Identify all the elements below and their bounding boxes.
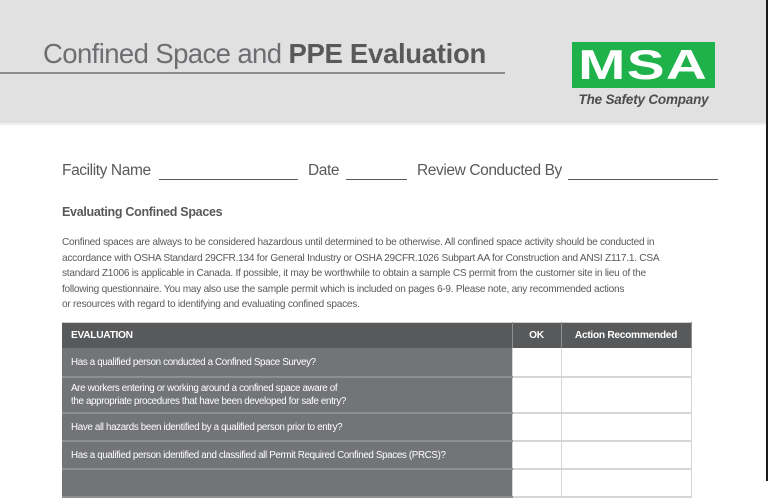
facility-name-label: Facility Name [62, 162, 151, 179]
evaluation-table [62, 322, 692, 498]
action-cell[interactable] [561, 377, 691, 413]
ok-cell[interactable] [512, 469, 561, 497]
header-ok: OK [512, 323, 561, 349]
question-cell [62, 348, 512, 377]
question-text: Are workers entering or working around a confined space aware of [71, 383, 338, 394]
question-text: Have all hazards been identified by a qualified person prior to entry? [71, 421, 343, 433]
action-cell[interactable] [561, 441, 691, 469]
date-field[interactable] [346, 179, 407, 180]
action-cell[interactable] [561, 348, 691, 377]
date-label: Date [308, 162, 340, 179]
title-bold: PPE Evaluation [288, 38, 486, 69]
intro-line: standard Z1006 is applicable in Canada. If possible, it may be worthwhile to obtain a sample CS permit from the customer site in lieu of the [62, 268, 646, 279]
table-row [62, 377, 691, 413]
intro-line: following questionnaire. You may also use the sample permit which is included on pages 6-9. Please note, any recommended actions [62, 283, 625, 295]
ok-cell[interactable] [512, 377, 561, 413]
intro-line: Confined spaces are always to be considered hazardous until determined to be otherwise. All confined space activity should be conducted in [62, 237, 655, 248]
question-cell [62, 377, 512, 413]
action-cell[interactable] [561, 469, 691, 497]
header-evaluation: EVALUATION [62, 323, 512, 349]
question-text: Has a qualified person conducted a Confined Space Survey? [71, 356, 316, 368]
table-header-row [62, 323, 691, 349]
table-row [62, 441, 691, 469]
ok-cell[interactable] [512, 413, 561, 441]
intro-line: accordance with OSHA Standard 29CFR.134 for General Industry or OSHA 29CFR.1026 Subpart AA for Construction and ANSI Z117.1. CSA [62, 252, 660, 264]
logo-text: MSA [578, 41, 709, 88]
table-row [62, 413, 691, 441]
action-cell[interactable] [561, 413, 691, 441]
logo-tagline: The Safety Company [578, 92, 709, 107]
form-fields [62, 162, 722, 182]
msa-logo [572, 42, 715, 88]
page-title [43, 38, 486, 70]
question-cell [62, 413, 512, 441]
question-text: the appropriate procedures that have been developed for safe entry? [71, 396, 347, 407]
table-row [62, 348, 691, 377]
question-text: Has a qualified person identified and classified all Permit Required Confined Spaces (PRCS)? [71, 449, 446, 461]
intro-line: or resources with regard to identifying and evaluating confined spaces. [62, 299, 360, 310]
table-row [62, 469, 691, 497]
ok-cell[interactable] [512, 441, 561, 469]
question-cell [62, 469, 512, 497]
header-action-recommended: Action Recommended [561, 323, 691, 349]
reviewer-label: Review Conducted By [417, 162, 562, 179]
question-cell [62, 441, 512, 469]
title-underline [0, 72, 505, 74]
section-heading: Evaluating Confined Spaces [62, 205, 223, 219]
reviewer-field[interactable] [568, 179, 718, 180]
facility-name-field[interactable] [159, 179, 298, 180]
ok-cell[interactable] [512, 348, 561, 377]
intro-paragraph [62, 235, 712, 313]
title-light: Confined Space and [43, 38, 289, 69]
